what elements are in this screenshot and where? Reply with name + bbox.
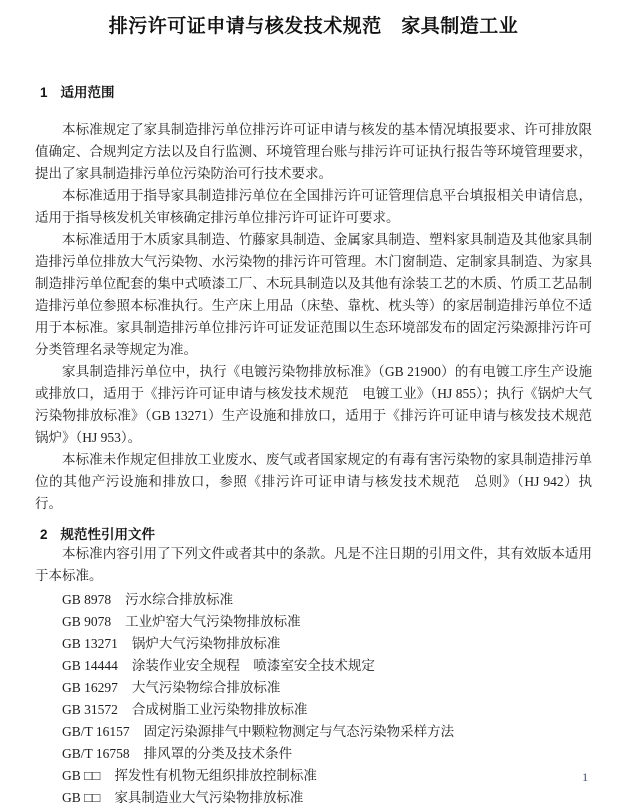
document-title: 排污许可证申请与核发技术规范 家具制造工业 [108, 16, 519, 37]
reference-title: 合成树脂工业污染物排放标准 [131, 702, 308, 717]
reference-title: 污水综合排放标准 [125, 592, 234, 607]
reference-item [62, 787, 592, 809]
section-2-heading [35, 527, 592, 543]
body-paragraph: 本标准未作规定但排放工业废水、废气或者国家规定的有毒有害污染物的家具制造排污单位的其他产污设施和排放口，参照《排污许可证申请与核发技术规范 总则》（HJ 942）执行。 [35, 452, 592, 511]
section-number: 2 [40, 527, 48, 542]
reference-code: GB 9078 [62, 614, 112, 629]
reference-code: GB 16297 [62, 680, 118, 695]
reference-title: 固定污染源排气中颗粒物测定与气态污染物采样方法 [143, 724, 455, 739]
reference-title: 排风罩的分类及技术条件 [143, 746, 293, 761]
reference-title: 家具制造业大气污染物排放标准 [114, 790, 304, 805]
references-intro-paragraph: 本标准内容引用了下列文件或者其中的条款。凡是不注日期的引用文件，其有效版本适用于本标准。 [35, 546, 592, 583]
reference-title: 涂装作业安全规程 喷漆室安全技术规定 [131, 658, 375, 673]
reference-code: GB □□ [62, 790, 101, 805]
reference-title: 锅炉大气污染物排放标准 [131, 636, 281, 651]
reference-code: GB 14444 [62, 658, 118, 673]
section-number: 1 [40, 85, 48, 100]
reference-item [62, 633, 592, 655]
page-number: 1 [582, 772, 588, 784]
reference-item [62, 721, 592, 743]
body-paragraph: 本标准适用于木质家具制造、竹藤家具制造、金属家具制造、塑料家具制造及其他家具制造排污单位排放大气污染物、水污染物的排污许可管理。木门窗制造、定制家具制造、为家具制造排污单位配套的集中式喷漆工厂、木玩具制造以及其他有涂装工艺的木质、竹质工艺品制造排污单位参照本标准执行。生产床上用品（床垫、靠枕、枕头等）的家居制造排污单位不适用于本标准。家具制造排污单位排污许可证发证范围以生态环境部发布的固定污染源排污许可分类管理名录等规定为准。 [35, 232, 592, 357]
reference-code: GB □□ [62, 768, 101, 783]
section-1-body [35, 119, 606, 515]
body-paragraph: 本标准适用于指导家具制造排污单位在全国排污许可证管理信息平台填报相关申请信息，适用于指导核发机关审核确定排污单位排污许可证许可要求。 [35, 188, 592, 225]
section-1-heading [35, 85, 592, 101]
reference-item [62, 743, 592, 765]
reference-item [62, 699, 592, 721]
reference-item [62, 655, 592, 677]
reference-item [62, 589, 592, 611]
reference-title: 大气污染物综合排放标准 [131, 680, 281, 695]
reference-code: GB 31572 [62, 702, 118, 717]
reference-title: 挥发性有机物无组织排放控制标准 [114, 768, 317, 783]
reference-title: 工业炉窑大气污染物排放标准 [125, 614, 301, 629]
reference-code: GB/T 16157 [62, 724, 130, 739]
body-paragraph: 本标准规定了家具制造排污单位排污许可证申请与核发的基本情况填报要求、许可排放限值确定、合规判定方法以及自行监测、环境管理台账与排污许可证执行报告等环境管理要求，提出了家具制造排污单位污染防治可行技术要求。 [35, 122, 592, 181]
reference-item [62, 765, 592, 787]
reference-item [62, 677, 592, 699]
body-paragraph: 家具制造排污单位中，执行《电镀污染物排放标准》（GB 21900）的有电镀工序生产设施或排放口，适用于《排污许可证申请与核发技术规范 电镀工业》（HJ 855）；执行《锅炉大气污染物排放标准》（GB 13271）生产设施和排放口，适用于《排污许可证申请与核发技术规范 锅炉》（HJ 953）。 [35, 364, 606, 445]
reference-item [62, 611, 592, 633]
reference-code: GB 13271 [62, 636, 118, 651]
reference-code: GB/T 16758 [62, 746, 130, 761]
reference-code: GB 8978 [62, 592, 112, 607]
references-list [35, 589, 592, 809]
section-title: 适用范围 [60, 85, 115, 100]
section-title: 规范性引用文件 [60, 527, 156, 542]
